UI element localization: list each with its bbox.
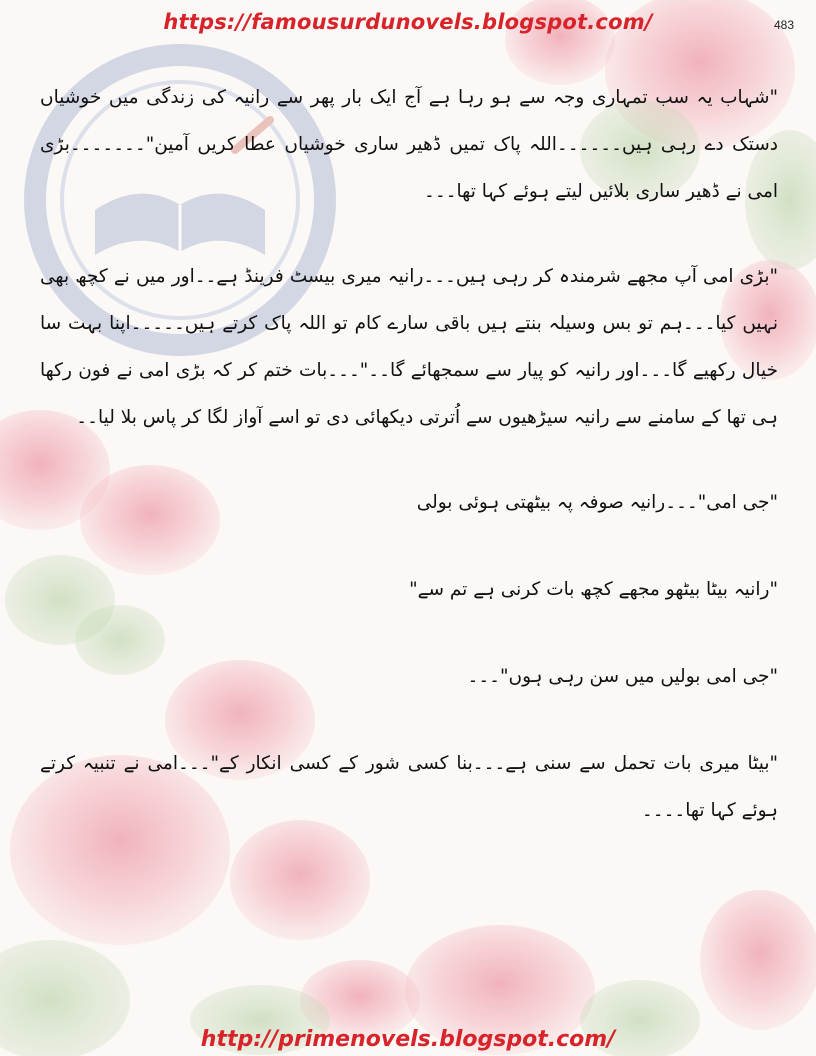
page-content: [40, 74, 778, 872]
paragraph: "رانیہ بیٹا بیٹھو مجھے کچھ بات کرنی ہے تم سے": [409, 579, 778, 600]
paragraph: "جی امی"۔۔۔رانیہ صوفہ پہ بیٹھتی ہوئی بولی: [416, 492, 778, 513]
footer-url[interactable]: http://primenovels.blogspot.com/: [200, 1027, 616, 1052]
paragraph: "جی امی بولیں میں سن رہی ہوں"۔۔۔: [467, 666, 778, 687]
page-number: 483: [773, 18, 794, 32]
header-url[interactable]: https://famousurdunovels.blogspot.com/: [163, 10, 653, 34]
paragraph: "بڑی امی آپ مجھے شرمندہ کر رہی ہیں۔۔۔رانیہ میری بیسٹ فرینڈ ہے۔۔اور میں نے کچھ بھی نہیں کیا۔۔۔ہم تو بس وسیلہ بنتے ہیں باقی سارے کام تو اللہ پاک کرتے ہیں۔۔۔۔۔اپنا بہت سا خیال رکھیے گا۔۔۔اور رانیہ کو پیار سے سمجھائے گا۔۔"۔۔۔بات ختم کر کہ بڑی امی نے فون رکھا ہی تھا کے سامنے سے رانیہ سیڑھیوں سے اُترتی دیکھائی دی تو اسے آواز لگا کر پاس بلا لیا۔۔: [40, 266, 778, 428]
paragraph: "شہاب یہ سب تمہاری وجہ سے ہو رہا ہے آج ایک بار پھر سے رانیہ کی زندگی میں خوشیاں دستک دے رہی ہیں۔۔۔۔۔۔اللہ پاک تمیں ڈھیر ساری خوشیاں عطا کریں آمین"۔۔۔۔۔۔۔بڑی امی نے ڈھیر ساری بلائیں لیتے ہوئے کہا تھا۔۔۔: [40, 87, 778, 202]
paragraph: "بیٹا میری بات تحمل سے سنی ہے۔۔۔بنا کسی شور کے کسی انکار کے"۔۔۔امی نے تنبیہ کرتے ہوئے کہا تھا۔۔۔۔: [40, 753, 778, 821]
